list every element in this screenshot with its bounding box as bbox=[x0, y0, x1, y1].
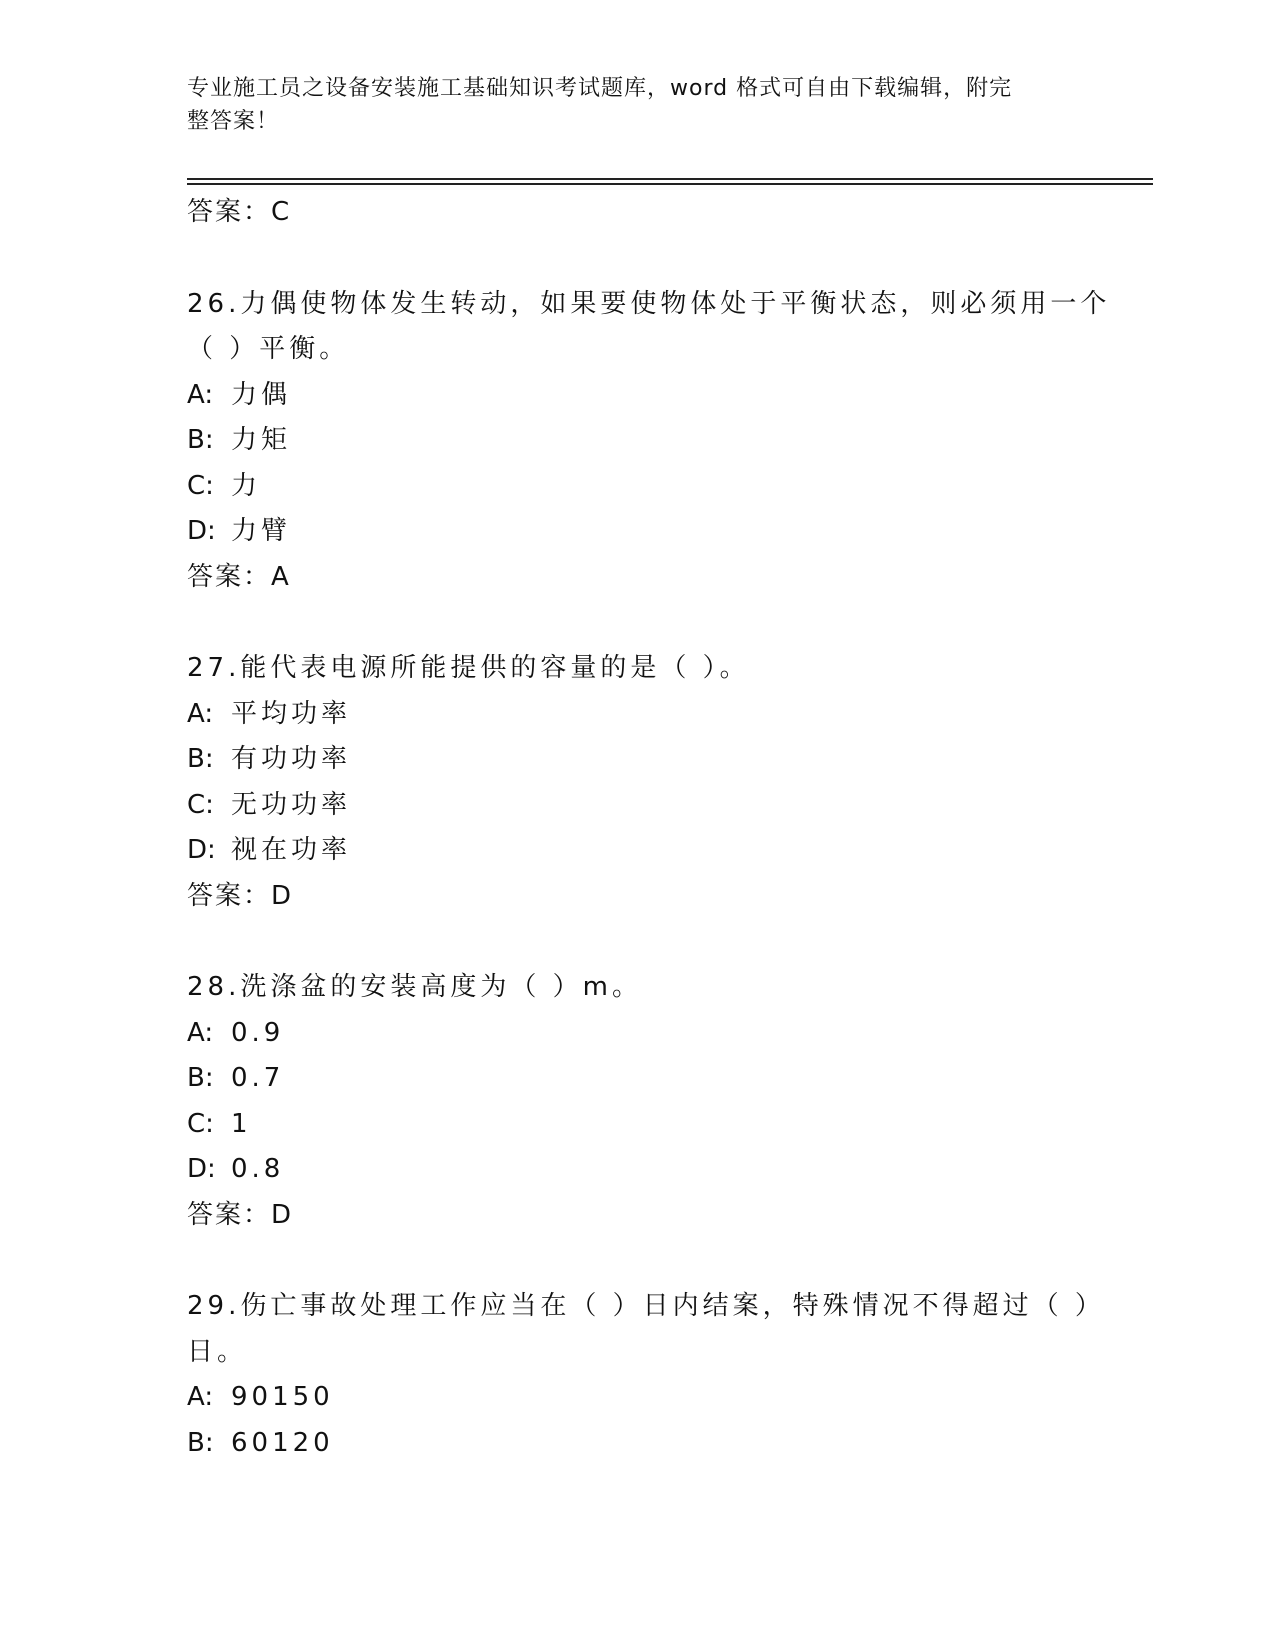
question-stem-line: 27.能代表电源所能提供的容量的是（ ）。 bbox=[187, 653, 750, 683]
option-letter: D: bbox=[187, 1154, 216, 1184]
option-text: 力 bbox=[231, 470, 262, 501]
option-text: 0.7 bbox=[231, 1063, 285, 1093]
option-text: 0.8 bbox=[231, 1154, 285, 1184]
question-29 bbox=[187, 1284, 1105, 1466]
option-letter: C: bbox=[187, 470, 214, 501]
question-stem-line: 28.洗涤盆的安装高度为（ ）m。 bbox=[187, 972, 642, 1002]
option-letter: B: bbox=[187, 425, 214, 455]
option-text: 力矩 bbox=[231, 425, 292, 455]
option-letter: B: bbox=[187, 744, 214, 774]
option-a bbox=[187, 692, 1087, 738]
option-text: 1 bbox=[231, 1108, 252, 1139]
question-26 bbox=[187, 282, 1111, 601]
option-d bbox=[187, 1147, 1087, 1193]
option-text: 无功功率 bbox=[231, 789, 352, 820]
option-letter: C: bbox=[187, 1108, 214, 1139]
option-a bbox=[187, 1375, 1087, 1421]
option-c bbox=[187, 1102, 1087, 1148]
option-b bbox=[187, 1056, 1087, 1102]
header-line-2: 整答案！ bbox=[187, 109, 280, 134]
answer-line: 答案：C bbox=[187, 197, 292, 227]
option-a bbox=[187, 373, 1087, 419]
option-text: 平均功率 bbox=[231, 698, 352, 729]
option-d bbox=[187, 509, 1087, 555]
option-text: 视在功率 bbox=[231, 835, 352, 865]
question-stem-line: 29.伤亡事故处理工作应当在（ ）日内结案，特殊情况不得超过（ ） bbox=[187, 1291, 1105, 1321]
option-text: 力臂 bbox=[231, 516, 292, 546]
option-letter: D: bbox=[187, 835, 216, 865]
spacer bbox=[187, 236, 1087, 282]
question-stem-line: 26.力偶使物体发生转动，如果要使物体处于平衡状态，则必须用一个 bbox=[187, 288, 1111, 319]
header-divider-top bbox=[187, 178, 1153, 180]
option-b bbox=[187, 1421, 1087, 1467]
spacer bbox=[187, 600, 1087, 646]
option-letter: B: bbox=[187, 1427, 214, 1458]
option-text: 0.9 bbox=[231, 1017, 285, 1048]
answer-line: 答案：D bbox=[187, 880, 294, 911]
option-text: 60120 bbox=[231, 1427, 334, 1458]
option-letter: B: bbox=[187, 1063, 214, 1093]
answer-line: 答案：D bbox=[187, 1199, 294, 1230]
option-c bbox=[187, 783, 1087, 829]
option-a bbox=[187, 1011, 1087, 1057]
option-letter: A: bbox=[187, 1382, 214, 1412]
document-body bbox=[187, 190, 1111, 1466]
spacer bbox=[187, 1238, 1087, 1284]
option-b bbox=[187, 737, 1087, 783]
option-letter: A: bbox=[187, 1017, 214, 1048]
question-27 bbox=[187, 646, 1087, 919]
header-line-1: 专业施工员之设备安装施工基础知识考试题库，word 格式可自由下载编辑，附完 bbox=[187, 76, 1013, 101]
header-divider-bottom bbox=[187, 183, 1153, 185]
question-stem-line: （ ）平衡。 bbox=[187, 334, 350, 364]
answer-line: 答案：A bbox=[187, 561, 291, 592]
option-letter: C: bbox=[187, 789, 214, 820]
question-28 bbox=[187, 965, 1087, 1238]
option-c bbox=[187, 464, 1087, 510]
option-text: 力偶 bbox=[231, 379, 292, 410]
question-stem-line: 日。 bbox=[187, 1336, 248, 1367]
document-header bbox=[187, 72, 1067, 138]
option-letter: D: bbox=[187, 516, 216, 546]
option-letter: A: bbox=[187, 379, 214, 410]
option-d bbox=[187, 828, 1087, 874]
option-letter: A: bbox=[187, 698, 214, 729]
option-text: 有功功率 bbox=[231, 744, 352, 774]
option-text: 90150 bbox=[231, 1382, 334, 1412]
spacer bbox=[187, 919, 1087, 965]
option-b bbox=[187, 418, 1087, 464]
